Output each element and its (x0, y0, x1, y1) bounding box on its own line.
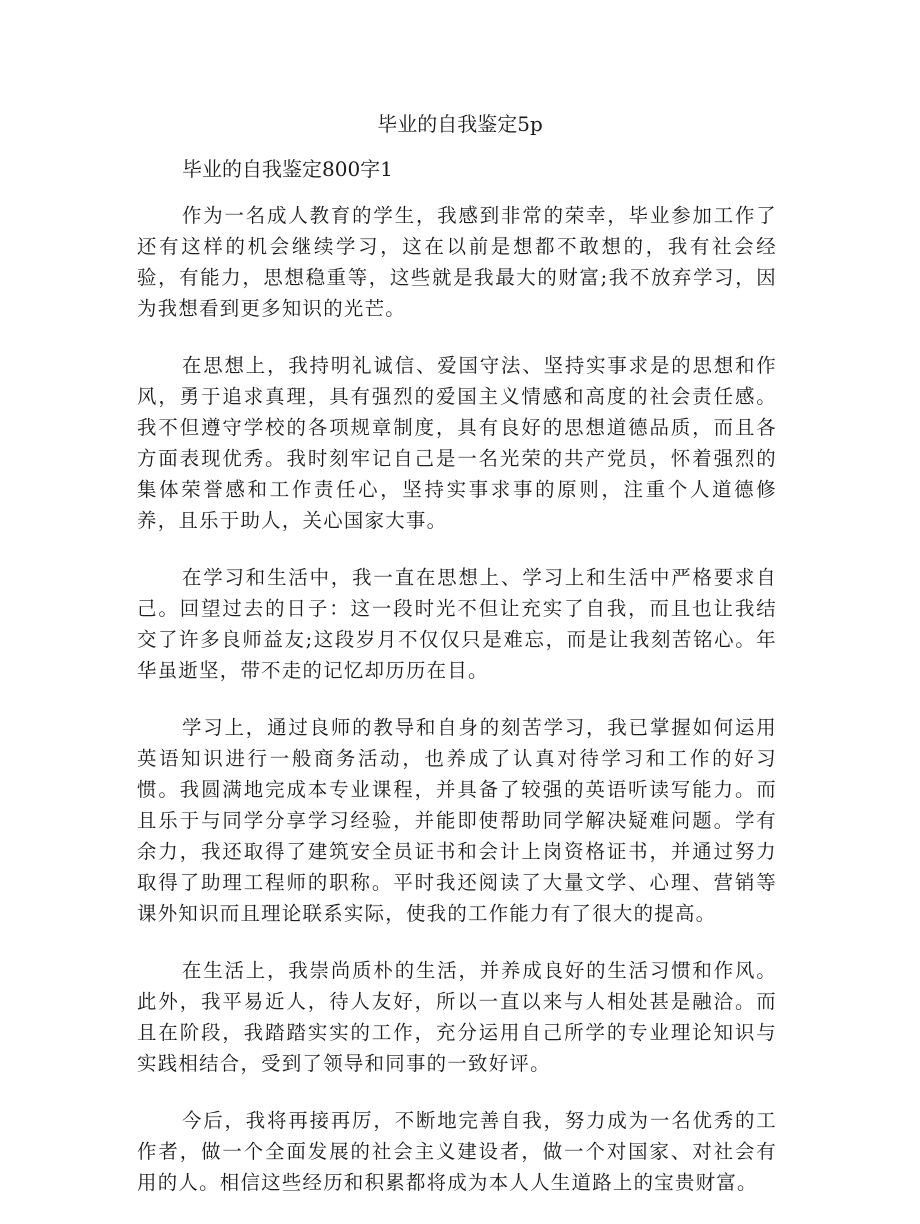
document-body (137, 200, 777, 1224)
paragraph-6: 今后，我将再接再厉，不断地完善自我，努力成为一名优秀的工作者，做一个全面发展的社会主义建设者，做一个对国家、对社会有用的人。相信这些经历和积累都将成为本人人生道路上的宝贵财富。 (137, 1109, 777, 1194)
paragraph-2: 在思想上，我持明礼诚信、爱国守法、坚持实事求是的思想和作风，勇于追求真理，具有强烈的爱国主义情感和高度的社会责任感。我不但遵守学校的各项规章制度，具有良好的思想道德品质，而且各方面表现优秀。我时刻牢记自己是一名光荣的共产党员，怀着强烈的集体荣誉感和工作责任心，坚持实事求事的原则，注重个人道德修养，且乐于助人，关心国家大事。 (137, 354, 777, 532)
document-subtitle: 毕业的自我鉴定800字1 (182, 157, 393, 181)
paragraph-5: 在生活上，我崇尚质朴的生活，并养成良好的生活习惯和作风。此外，我平易近人，待人友好，所以一直以来与人相处甚是融洽。而且在阶段，我踏踏实实的工作，充分运用自己所学的专业理论知识与实践相结合，受到了领导和同事的一致好评。 (137, 959, 777, 1075)
paragraph-1: 作为一名成人教育的学生，我感到非常的荣幸，毕业参加工作了还有这样的机会继续学习，这在以前是想都不敢想的，我有社会经验，有能力，思想稳重等，这些就是我最大的财富;我不放弃学习，因为我想看到更多知识的光芒。 (137, 204, 777, 320)
paragraph-3: 在学习和生活中，我一直在思想上、学习上和生活中严格要求自己。回望过去的日子：这一段时光不但让充实了自我，而且也让我结交了许多良师益友;这段岁月不仅仅只是难忘，而是让我刻苦铭心。年华虽逝坚，带不走的记忆却历历在目。 (137, 566, 777, 682)
document-title: 毕业的自我鉴定5p (377, 112, 543, 136)
paragraph-4: 学习上，通过良师的教导和自身的刻苦学习，我已掌握如何运用英语知识进行一般商务活动，也养成了认真对待学习和工作的好习惯。我圆满地完成本专业课程，并具备了较强的英语听读写能力。而且乐于与同学分享学习经验，并能即使帮助同学解决疑难问题。学有余力，我还取得了建筑安全员证书和会计上岗资格证书，并通过努力取得了助理工程师的职称。平时我还阅读了大量文学、心理、营销等课外知识而且理论联系实际，使我的工作能力有了很大的提高。 (137, 716, 777, 925)
